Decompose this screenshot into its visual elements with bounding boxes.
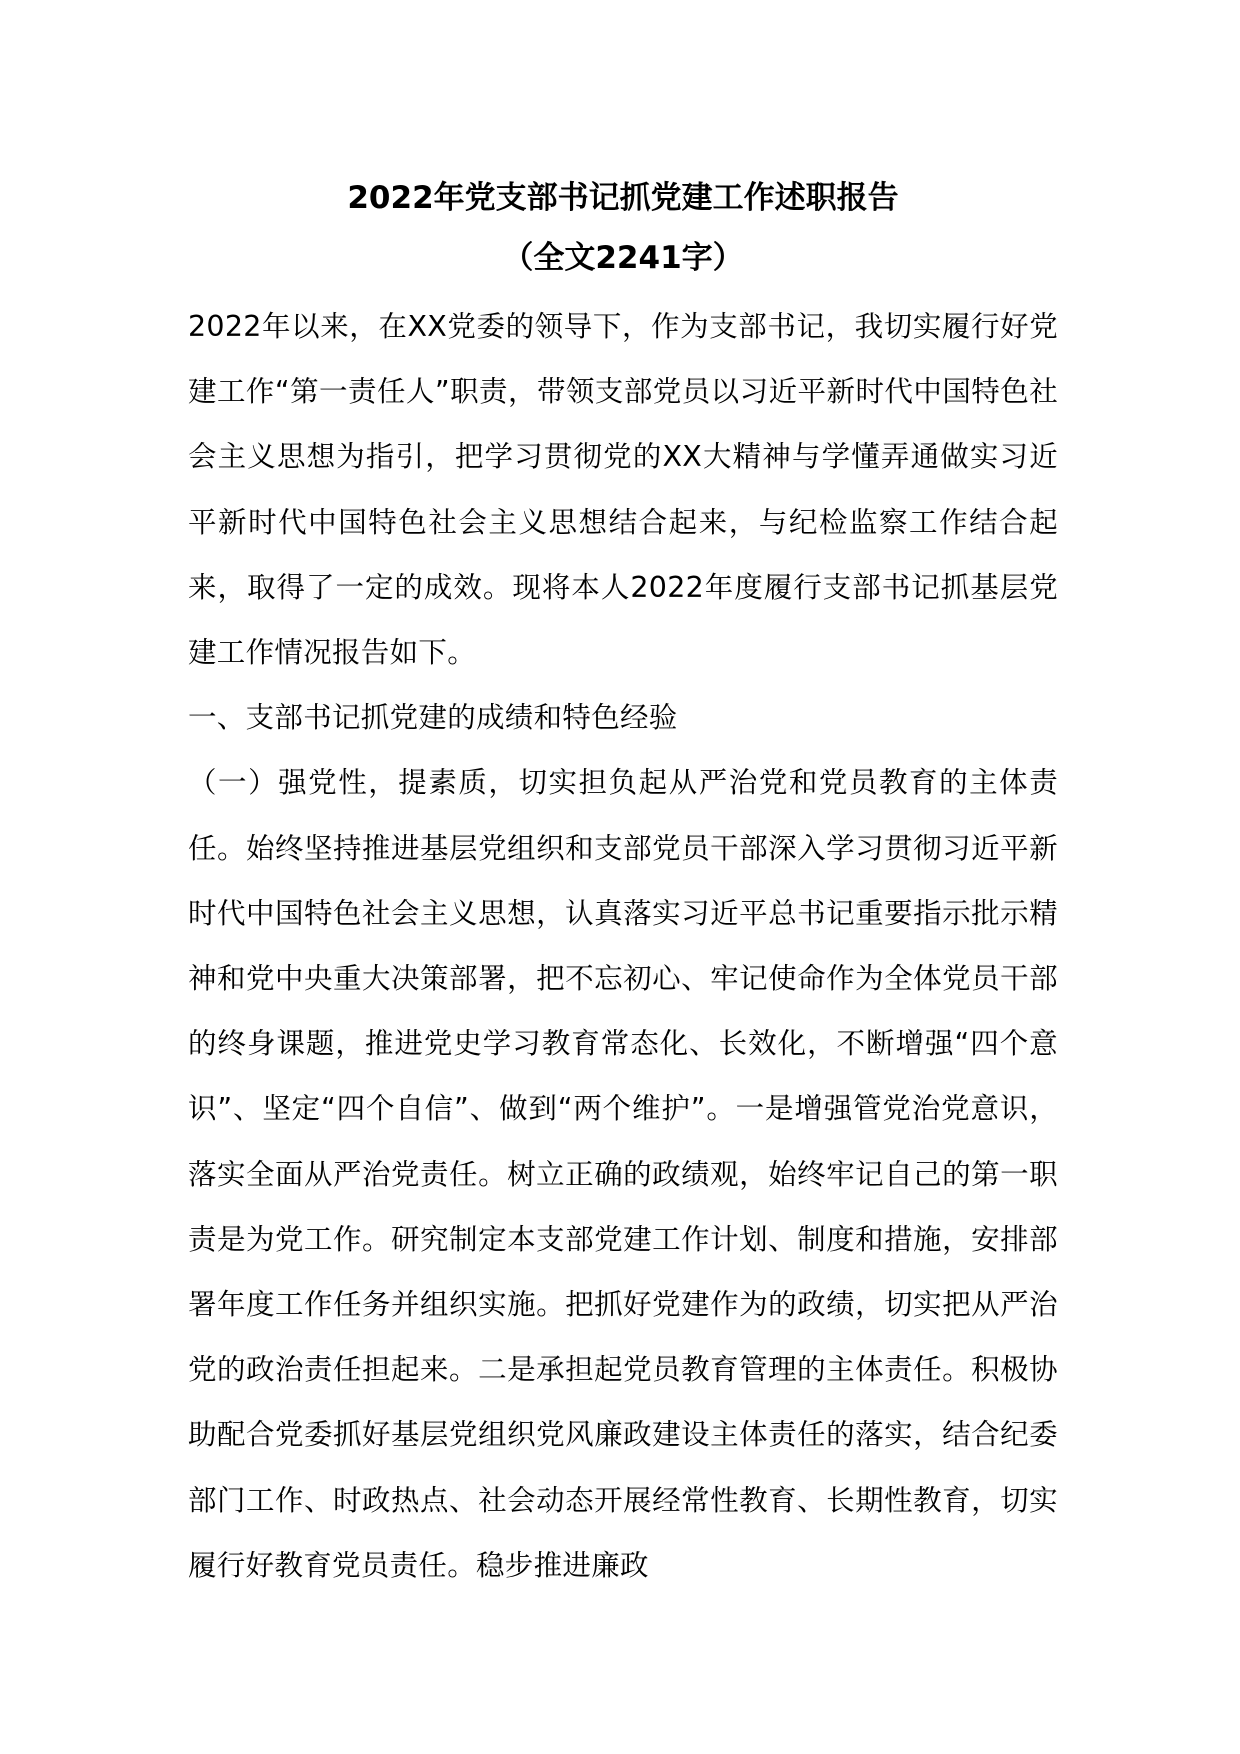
section-heading: 一、支部书记抓党建的成绩和特色经验 (188, 701, 678, 735)
document-page (188, 168, 1058, 1598)
document-subtitle: （全文2241字） (502, 240, 744, 276)
intro-paragraph: 2022年以来，在XX党委的领导下，作为支部书记，我切实履行好党建工作“第一责任人”职责，带领支部党员以习近平新时代中国特色社会主义思想为指引，把学习贯彻党的XX大精神与学懂弄通做实习近平新时代中国特色社会主义思想结合起来，与纪检监察工作结合起来，取得了一定的成效。现将本人2022年度履行支部书记抓基层党建工作情况报告如下。 (188, 310, 1058, 670)
document-title: 2022年党支部书记抓党建工作述职报告 (347, 180, 899, 216)
body-paragraph: （一）强党性，提素质，切实担负起从严治党和党员教育的主体责任。始终坚持推进基层党组织和支部党员干部深入学习贯彻习近平新时代中国特色社会主义思想，认真落实习近平总书记重要指示批示精神和党中央重大决策部署，把不忘初心、牢记使命作为全体党员干部的终身课题，推进党史学习教育常态化、长效化，不断增强“四个意识”、坚定“四个自信”、做到“两个维护”。一是增强管党治党意识，落实全面从严治党责任。树立正确的政绩观，始终牢记自己的第一职责是为党工作。研究制定本支部党建工作计划、制度和措施，安排部署年度工作任务并组织实施。把抓好党建作为的政绩，切实把从严治党的政治责任担起来。二是承担起党员教育管理的主体责任。积极协助配合党委抓好基层党组织党风廉政建设主体责任的落实，结合纪委部门工作、时政热点、社会动态开展经常性教育、长期性教育，切实履行好教育党员责任。稳步推进廉政 (188, 766, 1058, 1582)
